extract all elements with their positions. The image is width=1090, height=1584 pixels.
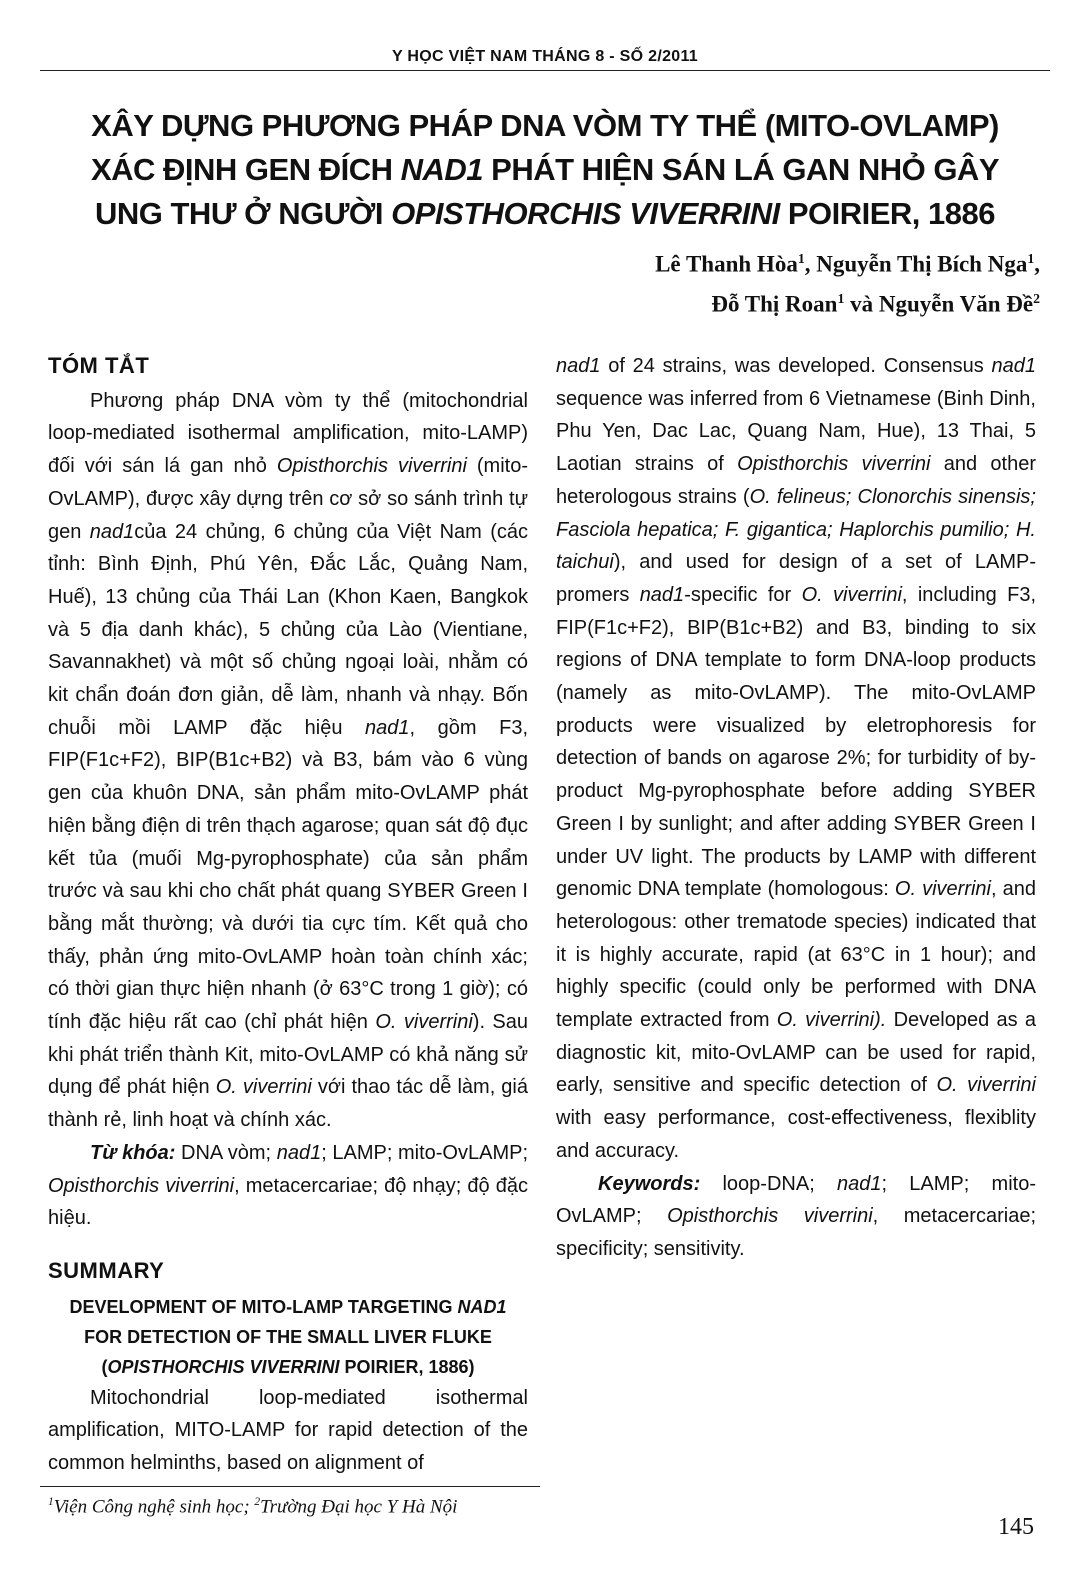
species-name: O. viverrini (801, 583, 902, 606)
summary-text: , and heterologous: other trematode species) indicated that it is highly accurate, rapid (at 63°C in 1 hour); and highly specific (could only be performed with DNA template extracted from (556, 878, 1036, 1032)
summary-heading: SUMMARY (48, 1257, 165, 1283)
summary-text: and other heterologous strains ( (556, 453, 1037, 508)
summary-text: with easy performance, cost-effectiveness, flexiblity and accuracy. (556, 1107, 1036, 1162)
abstract-vi-text: Phương pháp DNA vòm ty thể (mitochondrial loop-mediated isothermal amplification, mito-LAMP) đối với sán lá gan nhỏ (48, 389, 528, 478)
species-name: O. viverrini). (776, 1009, 887, 1032)
right-column (556, 350, 1036, 1266)
article-title (60, 104, 1030, 236)
summary-subtitle-text: DEVELOPMENT OF MITO-LAMP TARGETING (69, 1296, 458, 1317)
gene-name: nad1 (991, 355, 1036, 377)
affiliation-marker: 2 (254, 1496, 261, 1508)
author-3: Đỗ Thị Roan (711, 291, 838, 317)
keywords-vi (48, 1137, 528, 1235)
abstract-vi-text: (mito-OvLAMP), được xây dựng trên cơ sở so sánh trình tự gen (48, 455, 528, 543)
keywords-en-text: , metacercariae; specificity; sensitivity. (556, 1205, 1036, 1260)
keywords-vi-text: DNA vòm; (175, 1141, 277, 1164)
summary-text: , including F3, FIP(F1c+F2), BIP(B1c+B2) and B3, binding to six regions of DNA template to form DNA-loop products (namely as mito-OvLAMP). The mito-OvLAMP products were visualized by eletrophoresis for detection of bands on agarose 2%; for turbidity of by-product Mg-pyrophosphate before adding SYBER Green I by sunlight; and after adding SYBER Green I under UV light. The products by LAMP with different genomic DNA template (homologous: (556, 583, 1036, 901)
species-name: Opisthorchis viverrini (667, 1205, 873, 1228)
keywords-vi-text: , metacercariae; độ nhạy; độ đặc hiệu. (48, 1174, 528, 1230)
author-4-affiliation: 2 (1033, 290, 1040, 306)
author-list: Lê Thanh Hòa$^1$, Nguyễn Thị Bích Nga$^1$, Đỗ Thị Roan$^1$ và Nguyễn Văn Đề$^2$ (655, 251, 1040, 317)
author-1: Lê Thanh Hòa (655, 251, 798, 277)
species-list: O. felineus; Clonorchis sinensis; Fasciola hepatica; F. gigantica; Haplorchis pumilio; H. taichui (556, 485, 1036, 574)
abstract-vi-text: ). Sau khi phát triển thành Kit, mito-OvLAMP có khả năng sử dụng để phát hiện (48, 1011, 529, 1099)
keywords-vi-label: Từ khóa: (90, 1141, 176, 1164)
author-4: và Nguyễn Văn Đề (844, 291, 1034, 317)
gene-name: nad1 (639, 583, 685, 606)
page-number: 145 (998, 1514, 1034, 1540)
keywords-vi-text: ; LAMP; mito-OvLAMP; (321, 1141, 528, 1164)
keywords-en-label: Keywords: (598, 1172, 701, 1195)
species-name: Opisthorchis viverrini (737, 453, 931, 476)
species-name: O. viverrini (375, 1011, 473, 1034)
summary-text: of 24 strains, was developed. Consensus (600, 355, 992, 377)
gene-name: nad1 (837, 1172, 882, 1195)
summary-body-continued (556, 350, 1036, 1168)
author-1-affiliation: 1 (797, 251, 805, 266)
author-2: , Nguyễn Thị Bích Nga (804, 251, 1028, 277)
summary-text: ), and used for design of a set of LAMP-promers (556, 551, 1036, 606)
abstract-vi-body (48, 385, 528, 1137)
gene-name: nad1 (89, 520, 135, 543)
title-part-2: PHÁT HIỆN SÁN LÁ GAN NHỎ GÂY UNG THƯ Ở NGƯỜI (95, 152, 999, 231)
abstract-vi-text: của 24 chủng, 6 chủng của Việt Nam (các tỉnh: Bình Định, Phú Yên, Đắc Lắc, Quảng Nam, Huế), 13 chủng của Thái Lan (Khon Kaen, Bangkok và 5 địa danh khác), 5 chủng của Lào (Vientiane, Savannakhet) và một số chủng ngoại loài, nhằm có kit chẩn đoán đơn giản, dễ làm, nhanh và nhạy. Bốn chuỗi mồi LAMP đặc hiệu (48, 520, 528, 739)
author-3-affiliation: 1 (837, 290, 845, 306)
abstract-vi-text: , gồm F3, FIP(F1c+F2), BIP(B1c+B2) và B3, bám vào 6 vùng gen của khuôn DNA, sản phẩm mito-OvLAMP phát hiện bằng điện di trên thạch agarose; quan sát độ đục kết tủa (muối Mg-pyrophosphate) của sản phẩm trước và sau khi cho chất phát quang SYBER Green I bằng mắt thường; và dưới tia cực tím. Kết quả cho thấy, phản ứng mito-OvLAMP hoàn toàn chính xác; có thời gian thực hiện nhanh (ở 63°C trong 1 giờ); có tính đặc hiệu rất cao (chỉ phát hiện (48, 716, 528, 1034)
author-2-affiliation: 1 (1027, 251, 1035, 266)
gene-name: nad1 (556, 355, 601, 377)
header-divider (40, 70, 1050, 71)
keywords-en (556, 1168, 1036, 1266)
summary-text: -specific for (684, 583, 802, 606)
keywords-en-text: loop-DNA; (700, 1172, 837, 1195)
species-name: O. viverrini (936, 1074, 1036, 1097)
gene-name: NAD1 (457, 1296, 507, 1317)
affiliation-1: Viện Công nghệ sinh học; (53, 1496, 255, 1518)
gene-name: nad1 (276, 1141, 322, 1164)
keywords-en-text: ; LAMP; mito-OvLAMP; (556, 1172, 1036, 1228)
species-name: OPISTHORCHIS VIVERRINI (107, 1356, 340, 1377)
summary-text: sequence was inferred from 6 Vietnamese (Binh Dinh, Phu Yen, Dac Lac, Quang Nam, Hue), 13 Thai, 5 Laotian strains of (556, 387, 1036, 476)
gene-name: nad1 (365, 716, 410, 739)
summary-subtitle-text: FOR DETECTION OF THE SMALL LIVER FLUKE ( (84, 1326, 492, 1377)
species-name: O. viverrini (894, 878, 991, 901)
title-part-1: XÂY DỰNG PHƯƠNG PHÁP DNA VÒM TY THỂ (MITO-OVLAMP) XÁC ĐỊNH GEN ĐÍCH (90, 108, 999, 187)
species-name: O. viverrini (215, 1076, 312, 1099)
summary-subtitle-text: POIRIER, 1886) (339, 1356, 475, 1377)
footnote-divider (40, 1486, 540, 1487)
abstract-vi-text: với thao tác dễ làm, giá thành rẻ, linh hoạt và chính xác. (48, 1076, 528, 1132)
affiliation-2: Trường Đại học Y Hà Nội (260, 1496, 458, 1518)
summary-body-start (48, 1382, 528, 1480)
species-name: Opisthorchis viverrini (276, 455, 467, 478)
species-name: Opisthorchis viverrini (48, 1174, 235, 1197)
affiliations-footnote (48, 1496, 457, 1518)
abstract-vi-heading: TÓM TẮT (48, 353, 150, 378)
left-column (48, 350, 528, 1480)
summary-subtitle (48, 1292, 528, 1382)
summary-text: Mitochondrial loop-mediated isothermal amplification, MITO-LAMP for rapid detection of the common helminths, based on alignment of (48, 1386, 528, 1475)
title-species: OPISTHORCHIS VIVERRINI (391, 196, 780, 231)
summary-text: Developed as a diagnostic kit, mito-OvLAMP can be used for rapid, early, sensitive and specific detection of (556, 1009, 1036, 1097)
running-header: Y HỌC VIỆT NAM THÁNG 8 - SỐ 2/2011 (392, 48, 698, 65)
title-part-3: POIRIER, 1886 (779, 196, 995, 231)
affiliation-marker: 1 (48, 1496, 54, 1508)
title-gene: NAD1 (400, 152, 484, 187)
